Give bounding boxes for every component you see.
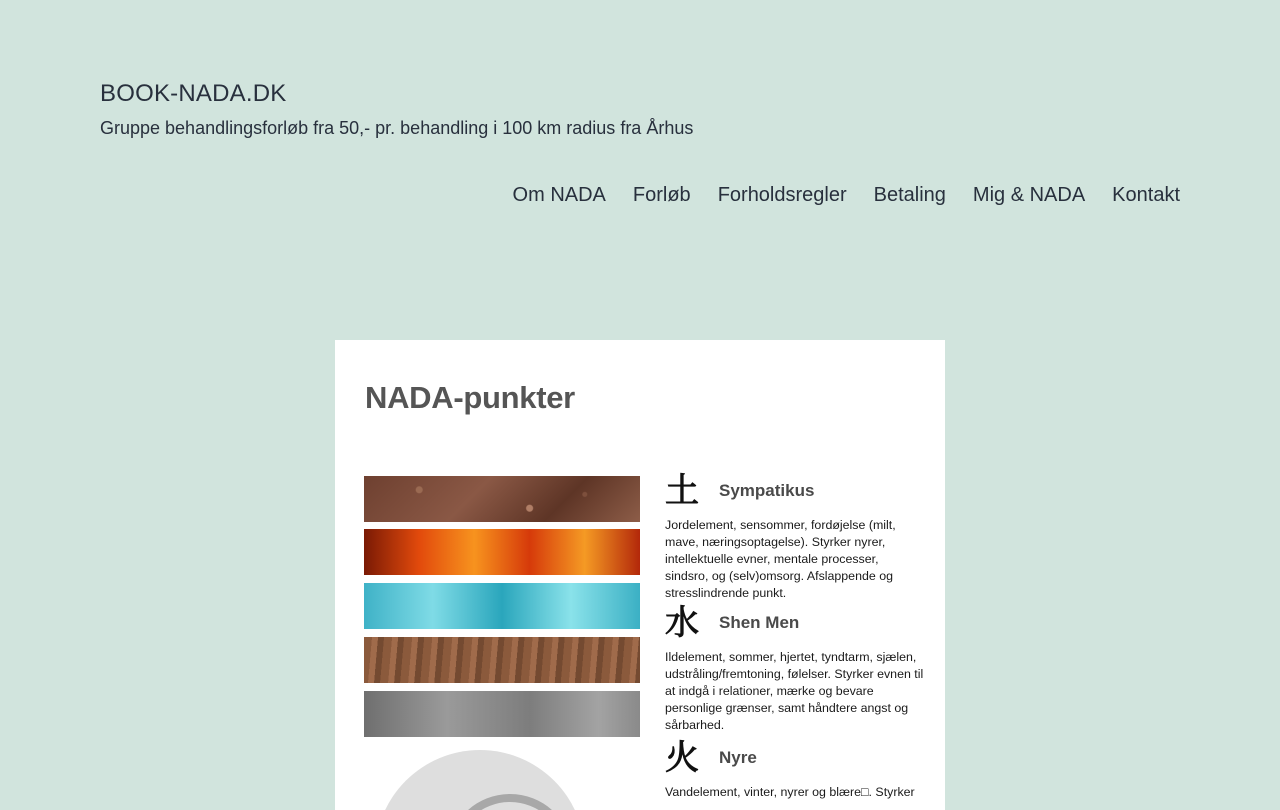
earth-texture-strip <box>364 476 640 522</box>
fire-texture-strip <box>364 529 640 575</box>
menu-item-kontakt[interactable]: Kontakt <box>1112 184 1180 206</box>
water-glyph-icon: 水 <box>665 603 699 643</box>
menu-item-om-nada[interactable]: Om NADA <box>512 184 606 206</box>
fire-glyph-icon: 火 <box>665 738 699 778</box>
primary-menu <box>486 181 1180 209</box>
point-description: Ildelement, sommer, hjertet, tyndtarm, sjælen, udstråling/fremtoning, følelser. Styrker evnen til at indgå i relationer, mærke og bevare personlige grænser, samt håndtere angst og sårbarhed. <box>665 650 924 732</box>
figure-title: NADA-punkter <box>365 380 575 415</box>
menu-item-mig-nada[interactable]: Mig & NADA <box>972 184 1086 206</box>
earth-glyph-icon: 土 <box>665 471 699 511</box>
point-name: Shen Men <box>719 613 800 632</box>
metal-texture-strip <box>364 691 640 737</box>
water-texture-strip <box>364 583 640 629</box>
point-description: Jordelement, sensommer, fordøjelse (milt, mave, næringsoptagelse). Styrker nyrer, intellektuelle evner, mentale processer, sindsro, og (selv)omsorg. Afslappende og stresslindrende punkt. <box>665 518 896 600</box>
site-header <box>100 78 693 140</box>
point-shen-men <box>665 603 925 734</box>
site-tagline: Gruppe behandlingsforløb fra 50,- pr. behandling i 100 km radius fra Århus <box>100 118 694 138</box>
site-title-link[interactable]: BOOK-NADA.DK <box>100 80 287 107</box>
point-sympatikus <box>665 471 925 602</box>
site-title <box>100 78 693 110</box>
wood-texture-strip <box>364 637 640 683</box>
menu-item-betaling[interactable]: Betaling <box>873 184 946 206</box>
point-name: Sympatikus <box>719 481 815 500</box>
point-name: Nyre <box>719 748 757 767</box>
point-description: Vandelement, vinter, nyrer og blære□. Styrker <box>665 785 915 799</box>
point-nyre <box>665 738 925 801</box>
menu-item-forholdsregler[interactable]: Forholdsregler <box>717 184 847 206</box>
nada-points-image <box>335 340 945 810</box>
menu-item-forlob[interactable]: Forløb <box>632 184 691 206</box>
